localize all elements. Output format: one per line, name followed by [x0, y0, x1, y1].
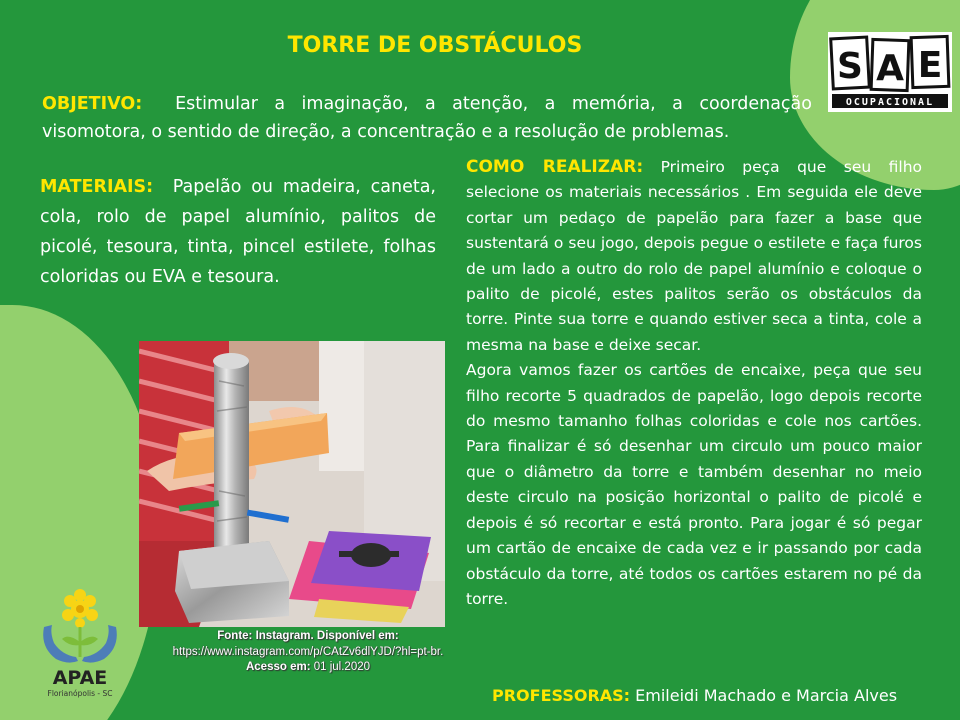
objetivo-label: OBJETIVO:: [42, 94, 143, 114]
apae-city: Florianópolis - SC: [47, 689, 113, 698]
tower-photo: [139, 341, 445, 627]
professoras-label: PROFESSORAS:: [492, 686, 631, 705]
caption-access-label: Acesso em:: [245, 661, 311, 673]
professoras-line: [492, 686, 897, 705]
apae-logo: [30, 587, 130, 702]
sae-letter-e: E: [917, 45, 943, 86]
caption-url[interactable]: https://www.instagram.com/p/CAtZv6dlYJD/?hl=pt-br.: [172, 645, 444, 658]
tower-photo-illustration: [139, 341, 445, 627]
materiais-label: MATERIAIS:: [40, 177, 154, 197]
como-paragraph-1: [466, 155, 922, 358]
sae-letter-a: A: [876, 48, 904, 89]
materiais-text: Papelão ou madeira, caneta, cola, rolo de papel alumínio, palitos de picolé, tesoura, tinta, pincel estilete, folhas coloridas ou EVA e tesoura.: [40, 177, 436, 287]
sae-letter-s: S: [837, 46, 863, 87]
flower-icon: [62, 589, 98, 628]
sae-logo-graphic: [828, 32, 952, 112]
apae-name: APAE: [52, 667, 108, 689]
image-caption: [158, 629, 458, 676]
como-text-1: Primeiro peça que seu filho selecione os materiais necessários . Em seguida ele deve cortar um pedaço de papelão para fazer a base que sustentará o seu jogo, depois pegue o estilete e faça furos de um lado a outro do rolo de papel alumínio e coloque o palito de picolé, estes palitos serão os obstáculos da torre. Pinte sua torre e quando estiver seca a tinta, cole a mesma na base e deixe secar.: [466, 158, 923, 354]
como-label: COMO REALIZAR:: [466, 157, 644, 177]
como-realizar-section: [466, 155, 922, 612]
como-paragraph-2: Agora vamos fazer os cartões de encaixe, peça que seu filho recorte 5 quadrados de papelão, logo depois recorte do mesmo tamanho folhas coloridas e cole nos cartões. Para finalizar é só desenhar um circulo um pouco maior que o diâmetro da torre e também desenhar no meio deste circulo na posição horizontal o palito de picolé e depois é só recortar e está pronto. Para jogar é só pegar um cartão de encaixe de cada vez e ir passando por cada obstáculo da torre, até todos os cartões estarem no pé da torre.: [466, 361, 922, 608]
sae-logo: [828, 32, 952, 112]
objetivo-section: [42, 90, 812, 146]
sae-subtitle: OCUPACIONAL: [845, 97, 935, 108]
materiais-section: [40, 172, 436, 292]
apae-logo-graphic: [30, 587, 130, 702]
caption-source: Fonte: Instagram. Disponível em:: [217, 630, 399, 642]
objetivo-text: Estimular a imaginação, a atenção, a memória, a coordenação visomotora, o sentido de direção, a concentração e a resolução de problemas.: [42, 94, 812, 142]
slide-title: TORRE DE OBSTÁCULOS: [287, 33, 583, 58]
caption-access-date: 01 jul.2020: [313, 661, 371, 673]
professoras-names: Emileidi Machado e Marcia Alves: [635, 686, 898, 705]
